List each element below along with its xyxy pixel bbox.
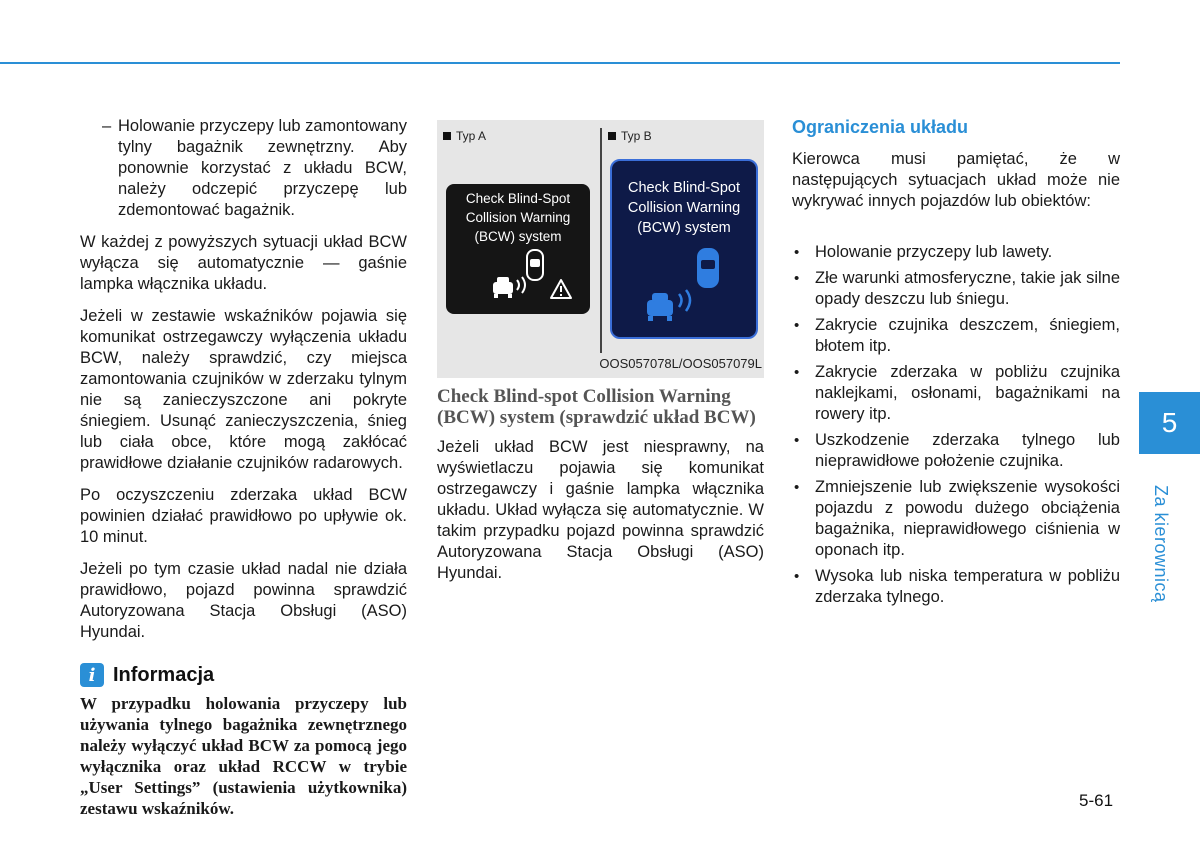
section-intro: Kierowca musi pamiętać, że w następujących sytuacjach układ może nie wykrywać innych pojazdów lub obiektów: [792,150,1120,210]
figure-label-type-b: Typ B [608,126,652,147]
figure-label-type-a: Typ A [443,126,486,147]
info-body: W przypadku holowania przyczepy lub używania tylnego bagażnika zewnętrznego należy wyłączyć układ BCW za pomocą jego wyłącznika oraz układ RCCW w trybie „User Settings” (ustawienia użytkownika) zestawu wskaźników. [80,694,407,818]
right-column [792,116,1120,613]
dash-item-text: Holowanie przyczepy lub zamontowany tylny bagażnik zewnętrzny. Aby ponownie korzystać z układu BCW, należy odczepić przyczepę lub zdemontować bagażnik. [118,117,407,219]
figure-code: OOS057078L/OOS057079L [599,356,762,371]
paragraph-service: Jeżeli po tym czasie układ nadal nie działa prawidłowo, pojazd powinna sprawdzić Autoryzowana Stacja Obsługi (ASO) Hyundai. [80,560,407,641]
paragraph-bcw-fault: Jeżeli układ BCW jest niesprawny, na wyświetlaczu pojawia się komunikat ostrzegawczy i gaśnie lampka włącznika układu. Układ wyłącza się automatycznie. W takim przypadku pojazd powinna sprawdzić Autoryzowana Stacja Obsługi (ASO) Hyundai. [437,438,764,582]
paragraph-warning-message: Jeżeli w zestawie wskaźników pojawia się komunikat ostrzegawczy wyłączenia układu BCW, należy sprawdzić, czy miejsca zamontowania czujników w zderzaku tylnym nie są zanieczyszczone ani pokryte śniegiem. Usunąć zanieczyszczenia, śnieg lub ciała obce, które mogą zakłócać prawidłowe działanie czujników radarowych. [80,307,407,472]
screen-b-line-2: Collision Warning [627,200,741,216]
dash-symbol: – [102,117,112,135]
section-title: Ograniczenia układu [792,117,969,137]
info-header [80,663,407,687]
list-item: • Holowanie przyczepy lub lawety. [794,243,1053,261]
list-item: • Zakrycie zderzaka w pobliżu czujnika naklejkami, osłonami, bagażnikami na rowery itp. [794,363,1120,423]
paragraph-after-cleaning: Po oczyszczeniu zderzaka układ BCW powinien działać prawidłowo po upływie ok. 10 minut. [80,486,407,546]
info-title: Informacja [113,663,215,686]
screen-a-line-1: Check Blind-Spot [465,191,571,206]
screen-a-line-3: (BCW) system [474,229,562,244]
list-item: • Złe warunki atmosferyczne, takie jak silne opady deszczu lub śniegu. [794,269,1120,308]
middle-column [437,116,764,595]
paragraph-auto-off: W każdej z powyższych sytuacji układ BCW wyłącza się automatycznie — gaśnie lampka włącznika układu. [80,233,407,293]
car-top-view-icon [697,248,719,288]
list-item: • Zakrycie czujnika deszczem, śniegiem, błotem itp. [794,316,1120,355]
screen-b-line-1: Check Blind-Spot [627,180,741,196]
info-icon: i [80,663,104,687]
chapter-tab: 5 [1139,392,1200,454]
dash-list-item [80,116,407,221]
figure-caption: Check Blind-spot Collision Warning (BCW) system (sprawdzić układ BCW) [437,386,756,428]
bcw-warning-figure [437,120,764,378]
list-item: • Zmniejszenie lub zwiększenie wysokości pojazdu z powodu dużego obciążenia bagażnika, nieprawidłowego ciśnienia w oponach itp. [794,478,1120,559]
chapter-label: Za kierownicą [1151,485,1171,603]
list-item: • Uszkodzenie zderzaka tylnego lub nieprawidłowe położenie czujnika. [794,431,1120,470]
list-item: • Wysoka lub niska temperatura w pobliżu zderzaka tylnego. [794,567,1120,606]
top-rule [0,62,1120,64]
limitations-list [792,242,1120,608]
left-column [80,116,407,830]
page-number: 5-61 [1079,791,1114,810]
screen-b-line-3: (BCW) system [637,220,731,236]
screen-a-line-2: Collision Warning [465,210,571,225]
figure-divider [600,128,602,353]
